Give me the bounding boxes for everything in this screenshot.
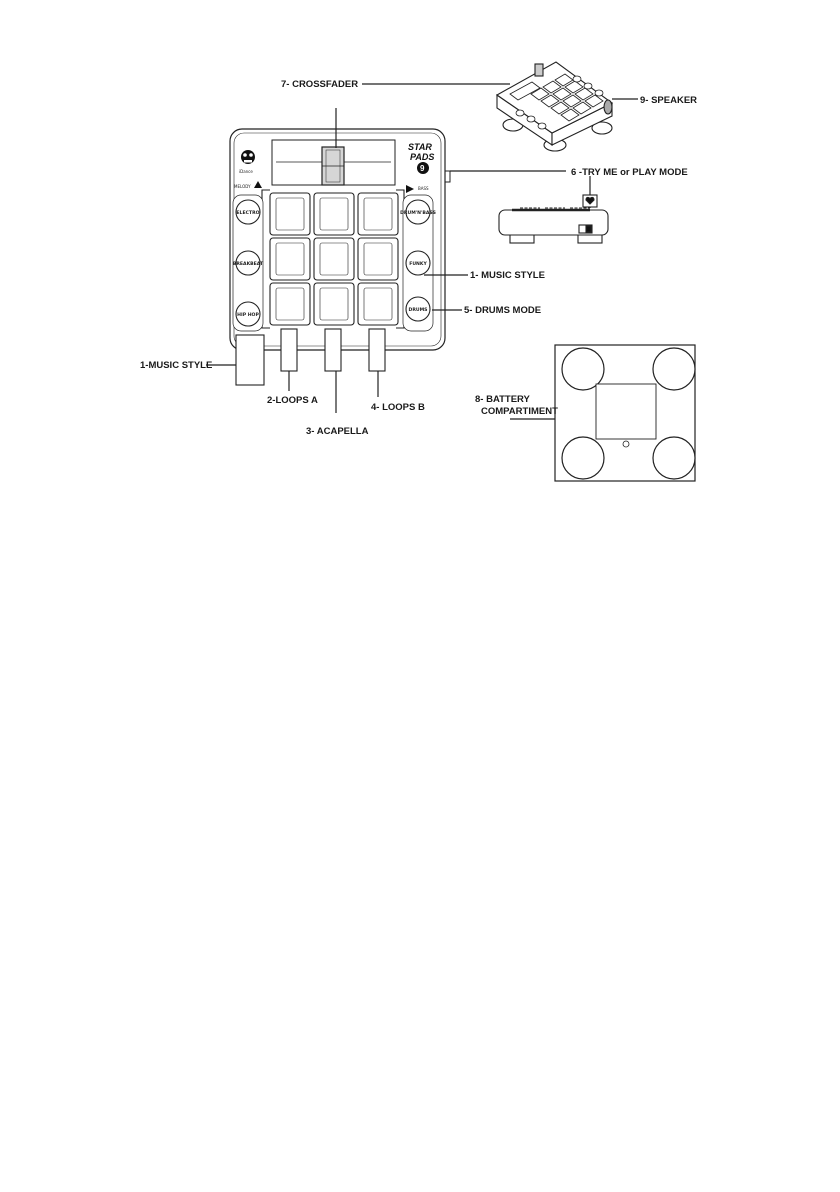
brand-name: iDance [239, 169, 253, 174]
pad-a2[interactable] [270, 238, 310, 280]
pad-a3[interactable] [270, 283, 310, 325]
pad-c3[interactable] [314, 283, 354, 325]
label-loops-a: 2-LOOPS A [267, 395, 318, 406]
battery-compartment [596, 384, 656, 439]
starpads-logo [408, 142, 434, 174]
label-speaker: 9- SPEAKER [640, 95, 698, 106]
funky-label: FUNKY [409, 262, 427, 267]
electro-label: ELECTRO [236, 211, 260, 216]
melody-label: MELODY [234, 184, 251, 189]
label-crossfader: 7- CROSSFADER [281, 79, 359, 90]
label-music-style-right: 1- MUSIC STYLE [470, 270, 545, 281]
music-style-leader-box [236, 335, 264, 385]
battery-screw-icon [623, 441, 629, 447]
pad-c2[interactable] [314, 238, 354, 280]
breakbeat-label: BREAKBEAT [232, 262, 264, 267]
triangle-up-icon [254, 181, 262, 188]
label-acapella: 3- ACAPELLA [306, 426, 369, 437]
drumnbass-label: DRUM'N'BASS [400, 211, 436, 216]
device-isometric-view [497, 62, 612, 151]
label-battery: 8- BATTERY [475, 394, 530, 405]
svg-text:9: 9 [420, 164, 425, 173]
device-side-view [499, 195, 608, 243]
speaker-grille [604, 100, 612, 114]
idance-logo [239, 150, 255, 174]
label-music-style-left: 1-MUSIC STYLE [140, 360, 213, 371]
svg-text:PADS: PADS [410, 152, 435, 162]
column-leaders [236, 329, 385, 385]
pad-a1[interactable] [270, 193, 310, 235]
pad-grid [270, 193, 398, 325]
drums-label: DRUMS [408, 308, 428, 313]
hiphop-label: HIP HOP [237, 313, 259, 318]
pad-b2[interactable] [358, 238, 398, 280]
label-loops-b: 4- LOOPS B [371, 402, 425, 413]
bass-label: BASS [418, 186, 429, 191]
iso-crossfader-knob [535, 64, 543, 76]
pad-b3[interactable] [358, 283, 398, 325]
pad-c1[interactable] [314, 193, 354, 235]
device-bottom-view [555, 345, 695, 481]
label-compartiment: COMPARTIMENT [481, 406, 558, 417]
triangle-right-icon [406, 185, 414, 193]
label-try-play-mode: 6 -TRY ME or PLAY MODE [571, 167, 688, 178]
label-drums-mode: 5- DRUMS MODE [464, 305, 542, 316]
svg-text:STAR: STAR [408, 142, 432, 152]
pad-b1[interactable] [358, 193, 398, 235]
